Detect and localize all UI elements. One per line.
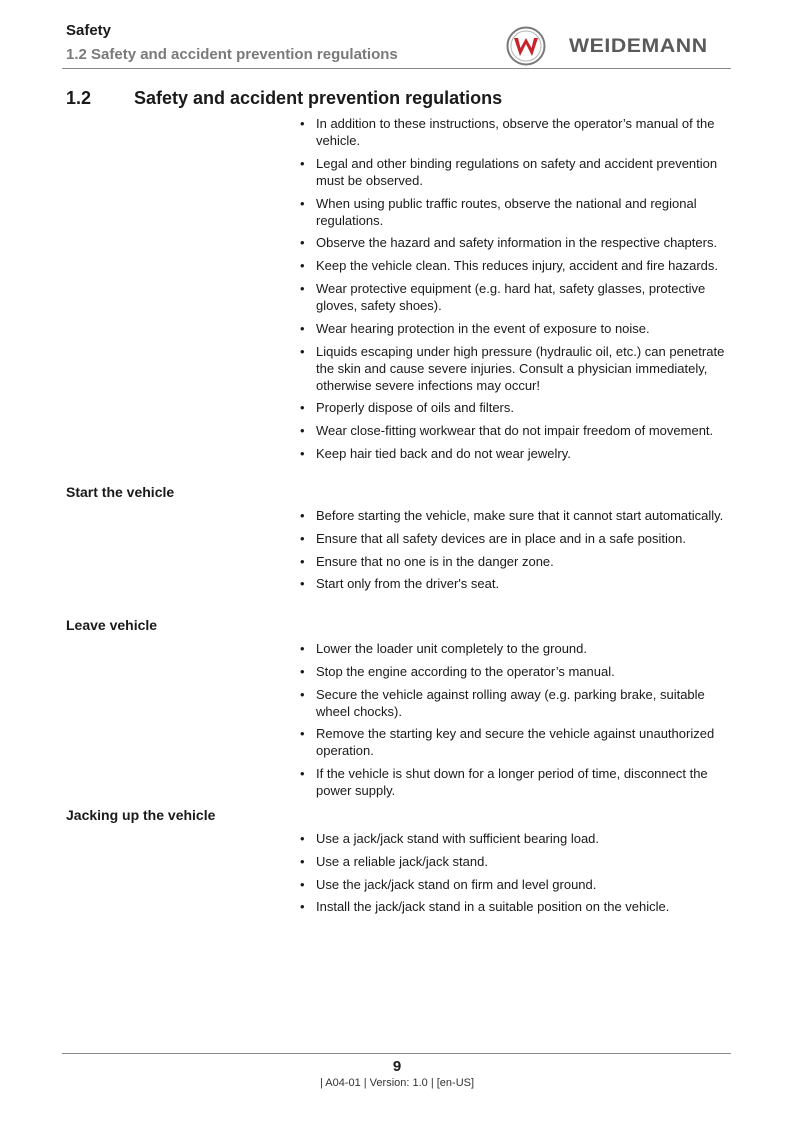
bullet-icon: •	[300, 508, 305, 523]
bullet-icon: •	[300, 663, 305, 679]
bullet-icon: •	[300, 400, 305, 416]
bullet-icon: •	[300, 766, 305, 782]
bullet-icon: •	[300, 155, 305, 171]
list-item: • Wear close-fitting workwear that do not impair freedom of movement.	[300, 423, 714, 439]
list-item: • Before starting the vehicle, make sure that it cannot start automatically.	[300, 508, 724, 523]
list-item: • Observe the hazard and safety information in the respective chapters.	[300, 235, 718, 251]
list-item: • Keep the vehicle clean. This reduces injury, accident and fire hazards.	[300, 258, 719, 274]
bullet-icon: •	[300, 726, 305, 742]
header-title: Safety	[66, 22, 112, 39]
list-item: • Start only from the driver's seat.	[300, 576, 500, 592]
start-vehicle-heading: Start the vehicle	[66, 484, 175, 500]
bullet-icon: •	[300, 576, 305, 592]
bullet-icon: •	[300, 641, 305, 656]
list-item: • Keep hair tied back and do not wear jewelry.	[300, 445, 571, 461]
leave-vehicle-list	[300, 640, 732, 805]
list-item: • Wear protective equipment (e.g. hard hat, safety glasses, protective gloves, safety shoes).	[300, 280, 706, 313]
bullet-icon: •	[300, 423, 305, 439]
section-number: 1.2	[66, 88, 92, 108]
list-item: • Legal and other binding regulations on safety and accident prevention must be observed.	[300, 155, 718, 188]
start-vehicle-list	[300, 507, 732, 598]
bullet-icon: •	[300, 320, 305, 336]
list-item: • Liquids escaping under high pressure (hydraulic oil, etc.) can penetrate the skin and cause severe injuries. Consult a physician immediately, otherwise severe infections may occur!	[300, 343, 725, 393]
bullet-icon: •	[300, 553, 305, 569]
jacking-list	[300, 830, 732, 921]
bullet-icon: •	[300, 899, 305, 915]
list-item: • When using public traffic routes, observe the national and regional regulations.	[300, 195, 697, 228]
header-subtitle: 1.2 Safety and accident prevention regulations	[66, 46, 398, 63]
bullet-icon: •	[300, 235, 305, 251]
leave-vehicle-heading: Leave vehicle	[66, 617, 158, 633]
list-item: • Use the jack/jack stand on firm and level ground.	[300, 876, 597, 892]
bullet-icon: •	[300, 530, 305, 546]
list-item: • Properly dispose of oils and filters.	[300, 400, 514, 416]
page-header	[0, 0, 794, 72]
bullet-icon: •	[300, 195, 305, 211]
list-item: • Use a reliable jack/jack stand.	[300, 853, 488, 869]
header-divider	[62, 68, 731, 69]
list-item: • Ensure that no one is in the danger zone.	[300, 553, 554, 569]
bullet-icon: •	[300, 876, 305, 892]
general-safety-list	[300, 115, 732, 468]
list-item: • In addition to these instructions, observe the operator’s manual of the vehicle.	[300, 116, 715, 148]
bullet-icon: •	[300, 116, 305, 131]
section-title: Safety and accident prevention regulations	[134, 88, 503, 108]
bullet-icon: •	[300, 280, 305, 296]
list-item: • Remove the starting key and secure the vehicle against unauthorized operation.	[300, 726, 715, 759]
bullet-icon: •	[300, 258, 305, 274]
list-item: • Stop the engine according to the operator’s manual.	[300, 663, 615, 679]
list-item: • Install the jack/jack stand in a suitable position on the vehicle.	[300, 899, 670, 915]
brand-name: WEIDEMANN	[569, 36, 708, 57]
jacking-heading: Jacking up the vehicle	[66, 807, 216, 823]
bullet-icon: •	[300, 686, 305, 702]
list-item: • Lower the loader unit completely to the ground.	[300, 641, 588, 656]
bullet-icon: •	[300, 343, 305, 359]
list-item: • Ensure that all safety devices are in place and in a safe position.	[300, 530, 686, 546]
version-info: | A04-01 | Version: 1.0 | [en-US]	[319, 1077, 475, 1089]
list-item: • Wear hearing protection in the event of exposure to noise.	[300, 320, 650, 336]
list-item: • If the vehicle is shut down for a longer period of time, disconnect the power supply.	[300, 766, 708, 799]
list-item: • Use a jack/jack stand with sufficient bearing load.	[300, 831, 600, 846]
page-number: 9	[392, 1058, 402, 1075]
bullet-icon: •	[300, 853, 305, 869]
bullet-icon: •	[300, 445, 305, 461]
bullet-icon: •	[300, 831, 305, 846]
weidemann-logo-icon	[506, 26, 546, 66]
list-item: • Secure the vehicle against rolling away (e.g. parking brake, suitable wheel chocks).	[300, 686, 705, 719]
footer-divider	[62, 1053, 731, 1054]
